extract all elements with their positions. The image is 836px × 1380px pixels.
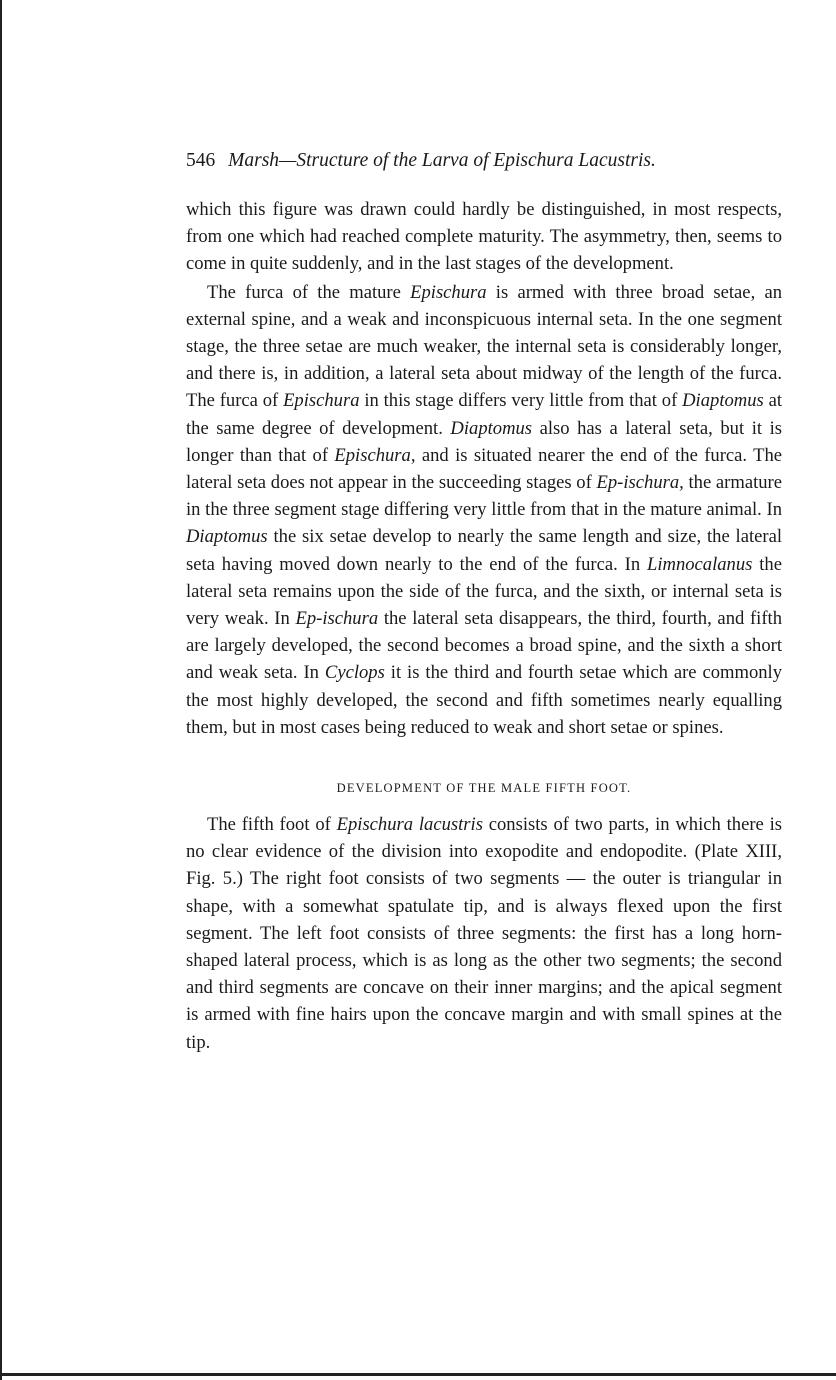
- paragraph: [186, 279, 782, 741]
- scan-border-left: [0, 0, 2, 1380]
- italic-term: Epischura,: [334, 444, 416, 466]
- italic-term: Ep-ischura: [295, 608, 379, 630]
- italic-term: Epischura lacustris: [336, 814, 483, 836]
- text-run: the armature in the three segment stage differing very little from that in the mature animal. In: [186, 472, 782, 521]
- italic-term: Ep-ischura,: [596, 472, 684, 494]
- italic-term: Diaptomus: [682, 390, 764, 412]
- text-run: The fifth foot of: [207, 814, 337, 836]
- section-body-text: [186, 811, 782, 1056]
- body-text: [186, 196, 782, 741]
- running-title: Marsh—Structure of the Larva of Epischura Lacustris.: [228, 150, 656, 171]
- italic-term: Diaptomus: [450, 417, 533, 439]
- italic-term: Epischura: [283, 390, 360, 412]
- section-heading: DEVELOPMENT OF THE MALE FIFTH FOOT.: [336, 781, 632, 796]
- text-run: the lateral seta disappears, the third, fourth, and fifth are largely developed, the second becomes a broad spine, and the sixth a short and weak seta. In: [186, 608, 782, 684]
- text-run: The furca of the mature: [207, 281, 411, 303]
- text-run: the lateral seta remains upon the side of the furca, and the sixth, or internal seta is very weak. In: [186, 553, 782, 630]
- paragraph: [186, 196, 782, 278]
- page: [186, 148, 782, 1056]
- text-run: consists of two parts, in which there is no clear evidence of the division into exopodite and endopodite. (Plate XIII, Fig. 5.) The right foot consists of two segments — the outer is triangular in shape, with a somewhat spatulate tip, and is always flexed upon the first segment. The left foot consists of three segments: the first has a long horn-shaped lateral process, which is as long as the other two segments; the second and third segments are concave on their inner margins; and the apical segment is armed with fine hairs upon the concave margin and with small spines at the tip.: [186, 814, 782, 1053]
- scan-border-bottom: [0, 1373, 836, 1376]
- text-run: in this stage differs very little from that of: [359, 390, 683, 412]
- running-head: [186, 148, 782, 174]
- italic-term: Cyclops: [324, 662, 385, 684]
- italic-term: Epischura: [410, 281, 487, 303]
- italic-term: Limnocalanus: [647, 553, 753, 575]
- text-run: at the same degree of development.: [186, 390, 782, 439]
- paragraph: [186, 811, 782, 1056]
- text-run: and is situated nearer the end of the furca. The lateral seta does not appear in the succeeding stages of: [186, 444, 782, 494]
- page-number: 546: [186, 150, 216, 171]
- text-run: it is the third and fourth setae which are commonly the most highly developed, the second and fifth sometimes nearly equalling them, but in most cases being reduced to weak and short setae or spines.: [186, 662, 782, 738]
- text-run: also has a lateral seta, but it is longer than that of: [186, 417, 782, 466]
- text-run: which this figure was drawn could hardly be distinguished, in most respects, from one which had reached complete maturity. The asymmetry, then, seems to come in quite suddenly, and in the last stages of the development.: [186, 199, 782, 275]
- text-run: the six setae develop to nearly the same length and size, the lateral seta having moved down nearly to the end of the furca. In: [186, 526, 782, 575]
- text-run: is armed with three broad setae, an external spine, and a weak and inconspicuous internal seta. In the one segment stage, the three setae are much weaker, the internal seta is considerably longer, and there is, in addition, a lateral seta about midway of the length of the furca. The furca of: [186, 281, 782, 412]
- italic-term: Diaptomus: [186, 526, 268, 548]
